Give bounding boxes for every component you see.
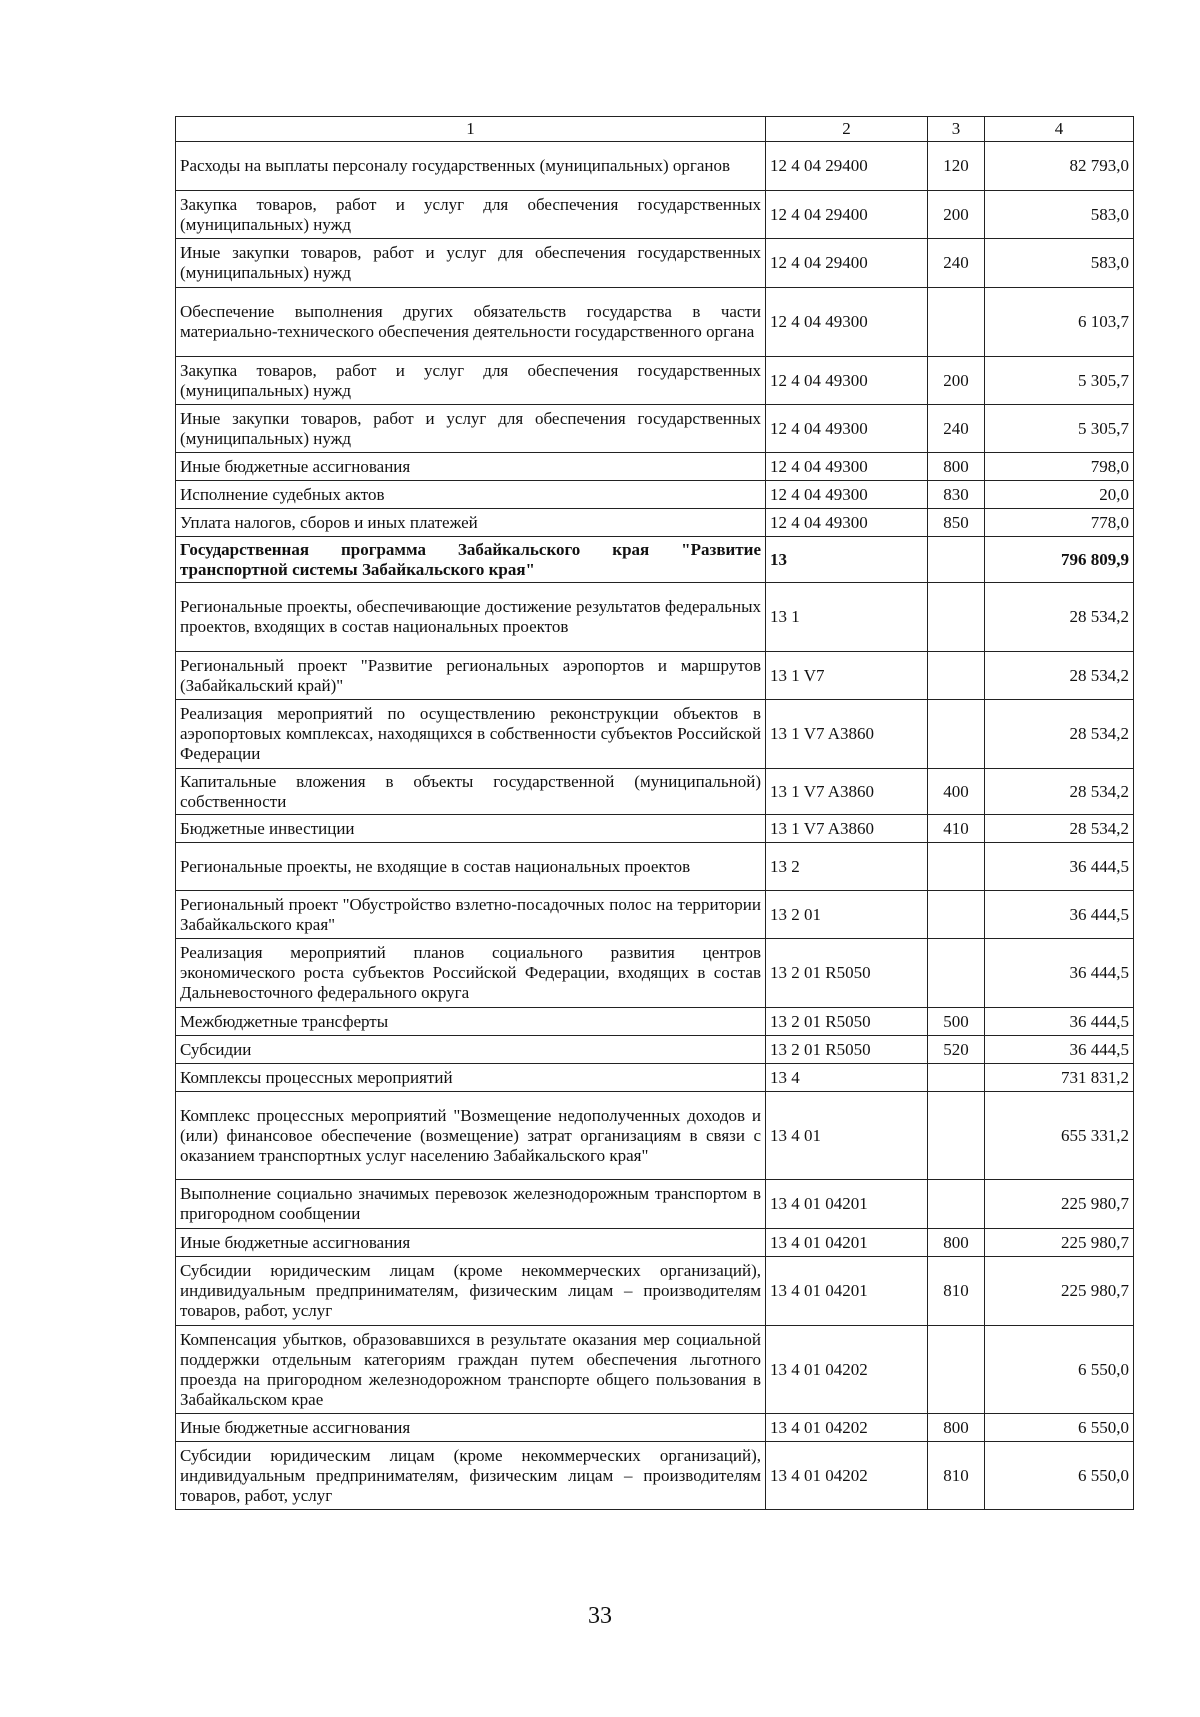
table-row [176, 1257, 1134, 1326]
row-amount-cell: 36 444,5 [985, 1036, 1134, 1064]
row-code-cell: 13 1 V7 [766, 652, 928, 700]
row-code-cell: 12 4 04 49300 [766, 357, 928, 405]
row-code-cell: 13 2 01 [766, 891, 928, 939]
row-code-cell: 13 1 V7 A3860 [766, 815, 928, 843]
row-code-cell: 13 4 01 [766, 1092, 928, 1180]
row-code-cell: 13 4 01 04202 [766, 1414, 928, 1442]
table-row [176, 357, 1134, 405]
row-name-cell: Исполнение судебных актов [176, 481, 766, 509]
row-name-cell: Субсидии [176, 1036, 766, 1064]
row-amount-cell: 655 331,2 [985, 1092, 1134, 1180]
table-header-row [176, 117, 1134, 142]
row-type-cell: 200 [928, 357, 985, 405]
row-name-cell: Закупка товаров, работ и услуг для обеспечения государственных (муниципальных) нужд [176, 357, 766, 405]
row-code-cell: 12 4 04 29400 [766, 239, 928, 288]
header-cell-3: 3 [928, 117, 985, 142]
table-row [176, 1414, 1134, 1442]
budget-table [175, 116, 1134, 1510]
row-type-cell: 800 [928, 453, 985, 481]
row-amount-cell: 225 980,7 [985, 1229, 1134, 1257]
row-name-cell: Обеспечение выполнения других обязательств государства в части материально-технического обеспечения деятельности государственного органа [176, 288, 766, 357]
row-code-cell: 13 4 01 04201 [766, 1180, 928, 1229]
row-type-cell [928, 700, 985, 769]
row-type-cell: 410 [928, 815, 985, 843]
row-amount-cell: 6 103,7 [985, 288, 1134, 357]
table-row [176, 1442, 1134, 1510]
row-name-cell: Реализация мероприятий планов социального развития центров экономического роста субъектов Российской Федерации, входящих в состав Дальневосточного федерального округа [176, 939, 766, 1008]
row-code-cell: 13 4 [766, 1064, 928, 1092]
table-row [176, 843, 1134, 891]
header-cell-4: 4 [985, 117, 1134, 142]
row-name-cell: Уплата налогов, сборов и иных платежей [176, 509, 766, 537]
row-amount-cell: 20,0 [985, 481, 1134, 509]
row-name-cell: Межбюджетные трансферты [176, 1008, 766, 1036]
row-code-cell: 13 1 V7 A3860 [766, 700, 928, 769]
row-name-cell: Государственная программа Забайкальского края "Развитие транспортной системы Забайкальского края" [176, 537, 766, 583]
row-name-cell: Комплексы процессных мероприятий [176, 1064, 766, 1092]
table-row [176, 1229, 1134, 1257]
table-row [176, 815, 1134, 843]
table-row [176, 1180, 1134, 1229]
row-amount-cell: 36 444,5 [985, 939, 1134, 1008]
row-type-cell [928, 891, 985, 939]
row-amount-cell: 36 444,5 [985, 843, 1134, 891]
row-code-cell: 13 2 [766, 843, 928, 891]
row-amount-cell: 82 793,0 [985, 142, 1134, 191]
row-name-cell: Региональный проект "Обустройство взлетно-посадочных полос на территории Забайкальского края" [176, 891, 766, 939]
row-name-cell: Региональные проекты, не входящие в состав национальных проектов [176, 843, 766, 891]
table-row [176, 191, 1134, 239]
row-code-cell: 13 1 V7 A3860 [766, 769, 928, 815]
row-amount-cell: 36 444,5 [985, 1008, 1134, 1036]
row-amount-cell: 798,0 [985, 453, 1134, 481]
row-name-cell: Выполнение социально значимых перевозок железнодорожным транспортом в пригородном сообщении [176, 1180, 766, 1229]
row-amount-cell: 28 534,2 [985, 700, 1134, 769]
row-code-cell: 12 4 04 29400 [766, 191, 928, 239]
row-name-cell: Региональный проект "Развитие региональных аэропортов и маршрутов (Забайкальский край)" [176, 652, 766, 700]
row-name-cell: Иные бюджетные ассигнования [176, 1414, 766, 1442]
row-type-cell [928, 1180, 985, 1229]
row-code-cell: 13 2 01 R5050 [766, 1008, 928, 1036]
table-row [176, 891, 1134, 939]
row-amount-cell: 5 305,7 [985, 357, 1134, 405]
table-row [176, 481, 1134, 509]
row-amount-cell: 6 550,0 [985, 1414, 1134, 1442]
row-amount-cell: 583,0 [985, 191, 1134, 239]
row-code-cell: 12 4 04 49300 [766, 405, 928, 453]
row-code-cell: 12 4 04 49300 [766, 288, 928, 357]
row-code-cell: 13 4 01 04201 [766, 1257, 928, 1326]
table-row [176, 142, 1134, 191]
table-row [176, 288, 1134, 357]
row-type-cell: 800 [928, 1414, 985, 1442]
table-row [176, 652, 1134, 700]
table-row [176, 1326, 1134, 1414]
table-row [176, 537, 1134, 583]
row-code-cell: 13 4 01 04201 [766, 1229, 928, 1257]
row-type-cell: 810 [928, 1442, 985, 1510]
row-type-cell [928, 288, 985, 357]
row-type-cell [928, 1326, 985, 1414]
row-code-cell: 13 [766, 537, 928, 583]
header-cell-2: 2 [766, 117, 928, 142]
row-amount-cell: 28 534,2 [985, 583, 1134, 652]
row-type-cell: 500 [928, 1008, 985, 1036]
row-code-cell: 13 1 [766, 583, 928, 652]
row-name-cell: Компенсация убытков, образовавшихся в результате оказания мер социальной поддержки отдельным категориям граждан путем обеспечения льготного проезда на пригородном железнодорожном транспорте общего пользования в Забайкальском крае [176, 1326, 766, 1414]
row-amount-cell: 28 534,2 [985, 652, 1134, 700]
row-type-cell [928, 1092, 985, 1180]
page-number: 33 [588, 1603, 612, 1629]
row-amount-cell: 796 809,9 [985, 537, 1134, 583]
row-type-cell: 400 [928, 769, 985, 815]
row-type-cell [928, 583, 985, 652]
table-row [176, 1036, 1134, 1064]
row-name-cell: Капитальные вложения в объекты государственной (муниципальной) собственности [176, 769, 766, 815]
row-amount-cell: 6 550,0 [985, 1326, 1134, 1414]
row-name-cell: Бюджетные инвестиции [176, 815, 766, 843]
table-row [176, 239, 1134, 288]
row-type-cell: 520 [928, 1036, 985, 1064]
table-row [176, 405, 1134, 453]
row-name-cell: Расходы на выплаты персоналу государственных (муниципальных) органов [176, 142, 766, 191]
row-type-cell: 120 [928, 142, 985, 191]
row-type-cell [928, 537, 985, 583]
table-row [176, 509, 1134, 537]
row-amount-cell: 5 305,7 [985, 405, 1134, 453]
table-row [176, 939, 1134, 1008]
row-name-cell: Реализация мероприятий по осуществлению реконструкции объектов в аэропортовых комплексах, находящихся в собственности субъектов Российской Федерации [176, 700, 766, 769]
row-amount-cell: 36 444,5 [985, 891, 1134, 939]
row-name-cell: Субсидии юридическим лицам (кроме некоммерческих организаций), индивидуальным предпринимателям, физическим лицам – производителям товаров, работ, услуг [176, 1257, 766, 1326]
row-amount-cell: 225 980,7 [985, 1180, 1134, 1229]
row-amount-cell: 731 831,2 [985, 1064, 1134, 1092]
row-code-cell: 12 4 04 49300 [766, 509, 928, 537]
row-type-cell [928, 1064, 985, 1092]
table-row [176, 769, 1134, 815]
row-name-cell: Комплекс процессных мероприятий "Возмещение недополученных доходов и (или) финансовое обеспечение (возмещение) затрат организациям в связи с оказанием транспортных услуг населению Забайкальского края" [176, 1092, 766, 1180]
row-name-cell: Иные бюджетные ассигнования [176, 1229, 766, 1257]
row-type-cell: 240 [928, 239, 985, 288]
row-type-cell: 810 [928, 1257, 985, 1326]
row-code-cell: 13 4 01 04202 [766, 1442, 928, 1510]
row-type-cell: 200 [928, 191, 985, 239]
table-row [176, 700, 1134, 769]
row-name-cell: Закупка товаров, работ и услуг для обеспечения государственных (муниципальных) нужд [176, 191, 766, 239]
budget-table-body [176, 117, 1134, 1510]
row-name-cell: Региональные проекты, обеспечивающие достижение результатов федеральных проектов, входящих в состав национальных проектов [176, 583, 766, 652]
table-row [176, 1064, 1134, 1092]
row-amount-cell: 28 534,2 [985, 815, 1134, 843]
row-code-cell: 12 4 04 49300 [766, 453, 928, 481]
row-name-cell: Иные бюджетные ассигнования [176, 453, 766, 481]
row-type-cell: 240 [928, 405, 985, 453]
row-code-cell: 13 2 01 R5050 [766, 939, 928, 1008]
row-amount-cell: 28 534,2 [985, 769, 1134, 815]
table-row [176, 583, 1134, 652]
row-type-cell [928, 652, 985, 700]
row-code-cell: 12 4 04 29400 [766, 142, 928, 191]
row-type-cell [928, 939, 985, 1008]
row-code-cell: 13 4 01 04202 [766, 1326, 928, 1414]
row-code-cell: 12 4 04 49300 [766, 481, 928, 509]
row-type-cell: 830 [928, 481, 985, 509]
row-code-cell: 13 2 01 R5050 [766, 1036, 928, 1064]
row-amount-cell: 6 550,0 [985, 1442, 1134, 1510]
row-type-cell [928, 843, 985, 891]
header-cell-1: 1 [176, 117, 766, 142]
row-name-cell: Иные закупки товаров, работ и услуг для обеспечения государственных (муниципальных) нужд [176, 405, 766, 453]
table-row [176, 1008, 1134, 1036]
row-amount-cell: 225 980,7 [985, 1257, 1134, 1326]
row-amount-cell: 583,0 [985, 239, 1134, 288]
table-row [176, 453, 1134, 481]
row-amount-cell: 778,0 [985, 509, 1134, 537]
row-name-cell: Иные закупки товаров, работ и услуг для обеспечения государственных (муниципальных) нужд [176, 239, 766, 288]
table-row [176, 1092, 1134, 1180]
row-type-cell: 800 [928, 1229, 985, 1257]
row-name-cell: Субсидии юридическим лицам (кроме некоммерческих организаций), индивидуальным предпринимателям, физическим лицам – производителям товаров, работ, услуг [176, 1442, 766, 1510]
row-type-cell: 850 [928, 509, 985, 537]
